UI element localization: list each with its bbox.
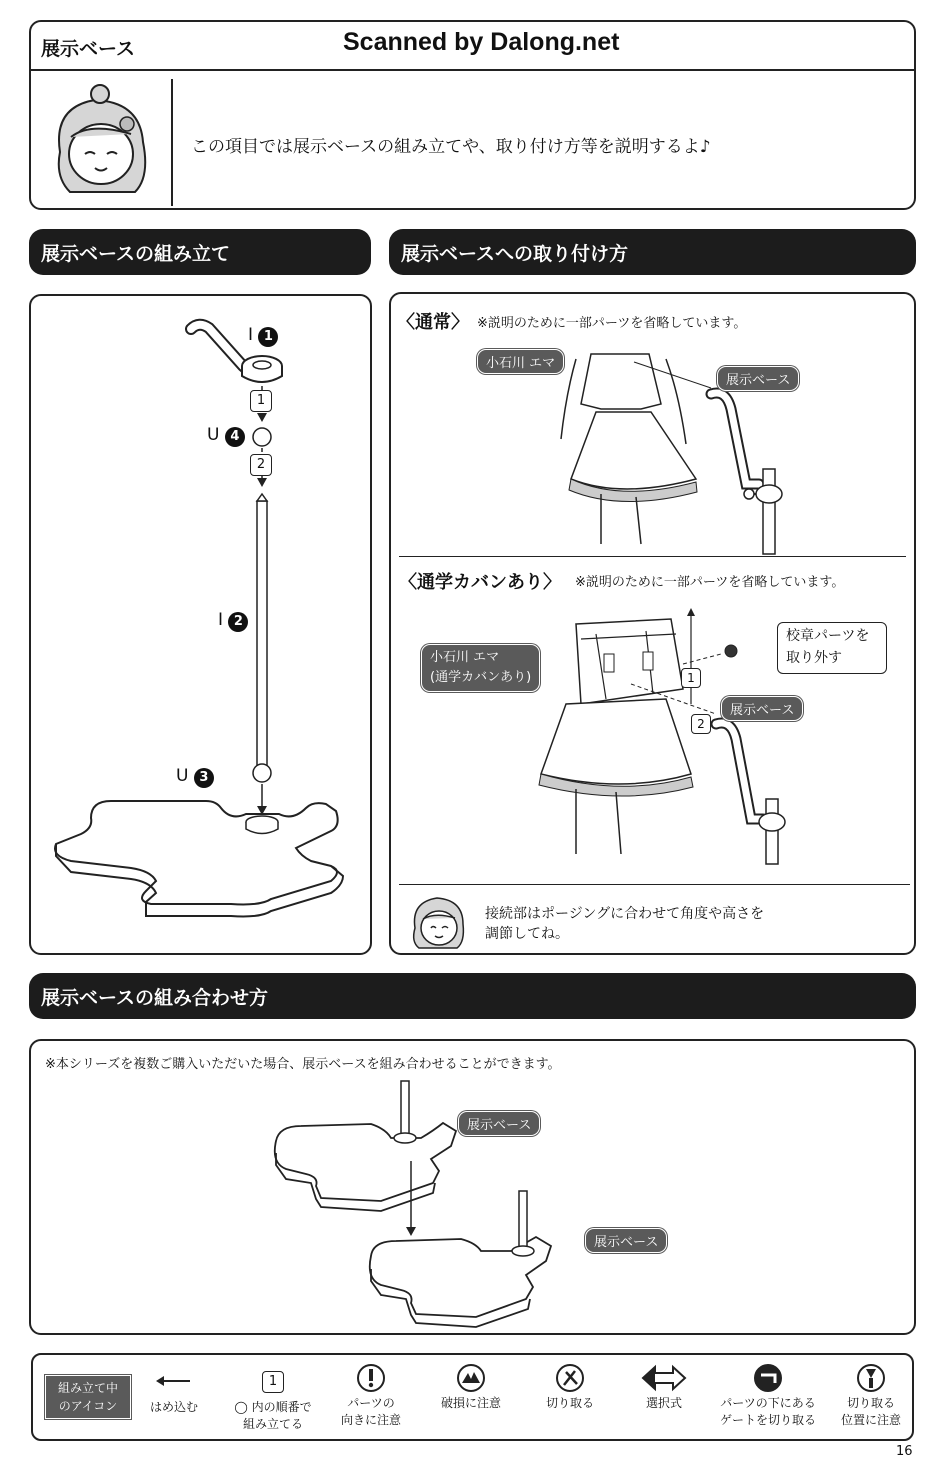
cut-icon xyxy=(555,1363,585,1393)
attach-panel xyxy=(389,292,916,955)
legend-item-fit xyxy=(139,1365,209,1416)
legend-label: 組み立てる xyxy=(242,1417,303,1431)
legend-label: 切り取る xyxy=(846,1396,895,1410)
part-number: 1 xyxy=(258,327,278,347)
legend-label: 切り取る xyxy=(545,1396,594,1410)
assembly-header-text: 展示ベースの組み立て xyxy=(41,242,231,265)
legend-label: 向きに注意 xyxy=(340,1413,401,1427)
legend-label: はめ込む xyxy=(149,1400,198,1414)
legend-label: 選択式 xyxy=(645,1396,682,1410)
legend-item-gate xyxy=(713,1361,823,1429)
intro-panel xyxy=(29,20,916,210)
figure-normal-illustration xyxy=(391,334,911,554)
icon-legend xyxy=(31,1353,914,1441)
part-label-i1 xyxy=(248,325,278,347)
legend-item-cut xyxy=(525,1361,615,1412)
part-letter: U xyxy=(207,425,220,445)
bag-title: 〈通学カバンあり〉 xyxy=(399,572,561,593)
part-label-u4 xyxy=(207,425,245,447)
base-label-normal: 展示ベース xyxy=(717,366,799,391)
exclamation-icon xyxy=(356,1363,386,1393)
callout-line2: 取り外す xyxy=(786,650,842,666)
figure-label-normal: 小石川 エマ xyxy=(477,349,564,374)
legend-label: 位置に注意 xyxy=(840,1413,901,1427)
part-letter: U xyxy=(176,766,189,786)
step-1-hexagon-icon: 1 xyxy=(250,390,272,412)
choose-arrows-icon xyxy=(641,1363,687,1393)
tip-line1: 接続部はポージングに合わせて角度や高さを xyxy=(485,906,765,922)
figure-label-bag xyxy=(421,644,540,692)
part-label-u3 xyxy=(176,766,214,788)
break-warning-icon xyxy=(456,1363,486,1393)
assembly-panel xyxy=(29,294,372,955)
legend-item-orientation xyxy=(326,1361,416,1429)
legend-item-order xyxy=(223,1365,323,1433)
bag-step-1-icon: 1 xyxy=(681,668,701,688)
callout-line1: 校章パーツを xyxy=(786,628,870,644)
watermark: Scanned by Dalong.net xyxy=(343,28,620,56)
part-number: 3 xyxy=(194,768,214,788)
legend-title-line1: 組み立て中 xyxy=(57,1381,118,1395)
page-number: 16 xyxy=(896,1444,913,1459)
assembly-header xyxy=(29,229,371,275)
legend-item-breakage xyxy=(426,1361,516,1412)
legend-label: ◯ 内の順番で xyxy=(234,1400,312,1414)
intro-text: この項目では展示ベースの組み立てや、取り付け方等を説明するよ♪ xyxy=(191,137,711,157)
legend-label: 破損に注意 xyxy=(440,1396,501,1410)
part-letter: I xyxy=(218,610,224,630)
legend-label: パーツの下にある xyxy=(720,1396,816,1410)
combine-header xyxy=(29,973,916,1019)
figure-label-bag-line2: (通学カバンあり) xyxy=(430,670,532,685)
legend-title xyxy=(45,1375,131,1419)
combine-label-b: 展示ベース xyxy=(585,1228,667,1253)
normal-note: ※説明のために一部パーツを省略しています。 xyxy=(477,316,747,331)
section-title: 展示ベース xyxy=(41,38,136,60)
stand-assembly-diagram xyxy=(31,296,374,957)
part-number: 4 xyxy=(225,427,245,447)
combine-bases-diagram xyxy=(31,1041,918,1337)
hexagon-number-icon: 1 xyxy=(262,1371,284,1393)
combine-label-a: 展示ベース xyxy=(458,1111,540,1136)
attach-header xyxy=(389,229,916,275)
part-letter: I xyxy=(248,325,254,345)
normal-title: 〈通常〉 xyxy=(397,312,469,333)
bag-note: ※説明のために一部パーツを省略しています。 xyxy=(575,575,845,590)
legend-item-choose xyxy=(619,1361,709,1412)
combine-note: ※本シリーズを複数ご購入いただいた場合、展示ベースを組み合わせることができます。 xyxy=(45,1057,561,1072)
gate-cut-icon xyxy=(753,1363,783,1393)
legend-title-line2: のアイコン xyxy=(58,1399,118,1413)
attach-header-text: 展示ベースへの取り付け方 xyxy=(401,242,629,265)
mascot-face-icon xyxy=(45,82,155,202)
cut-position-icon xyxy=(856,1363,886,1393)
tip-line2: 調節してね。 xyxy=(485,926,569,942)
base-label-bag: 展示ベース xyxy=(721,696,803,721)
legend-label: パーツの xyxy=(347,1396,395,1410)
mascot-small-icon xyxy=(407,890,467,950)
legend-label: ゲートを切り取る xyxy=(719,1413,816,1427)
figure-label-bag-line1: 小石川 エマ xyxy=(430,650,500,665)
combine-header-text: 展示ベースの組み合わせ方 xyxy=(41,986,269,1009)
bag-step-2-icon: 2 xyxy=(691,714,711,734)
part-label-i2 xyxy=(218,610,248,632)
callout-emblem xyxy=(777,622,887,674)
legend-item-cut-position xyxy=(831,1361,911,1429)
part-number: 2 xyxy=(228,612,248,632)
combine-panel xyxy=(29,1039,916,1335)
step-2-hexagon-icon: 2 xyxy=(250,454,272,476)
